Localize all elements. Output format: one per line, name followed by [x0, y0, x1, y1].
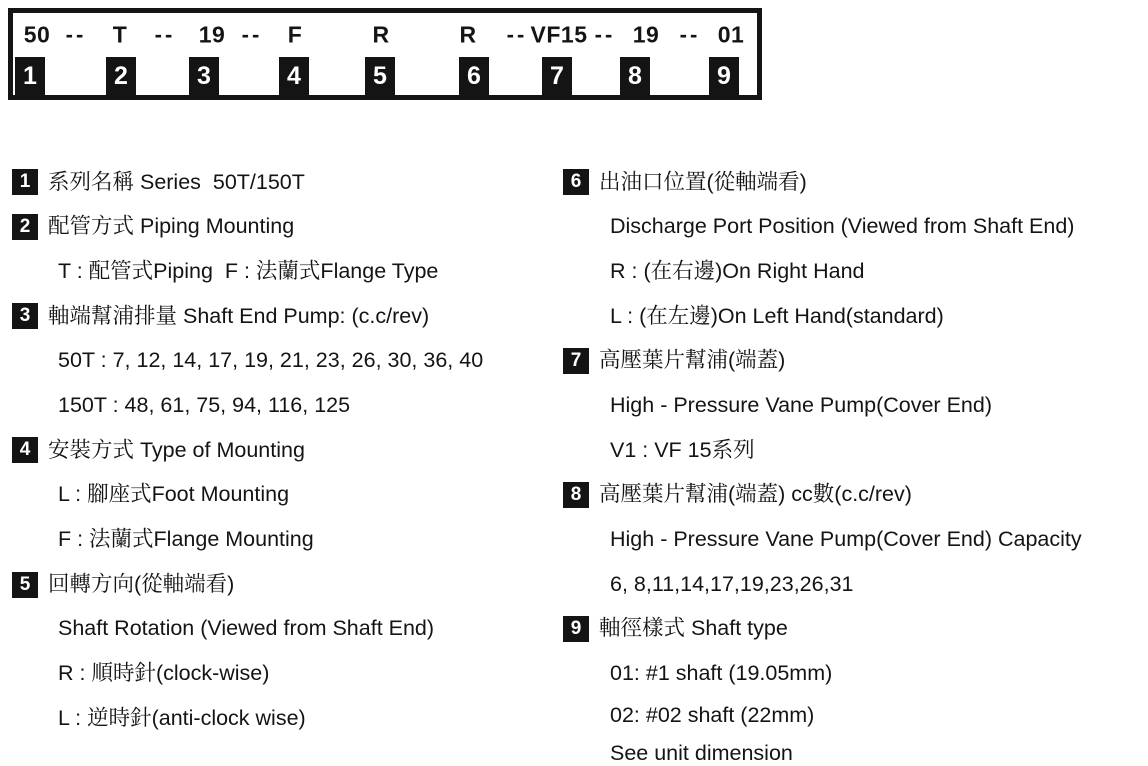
legend-item-8-subline [563, 562, 1148, 607]
item-title: 配管方式 Piping Mounting [48, 214, 295, 239]
legend-item-9-subline [563, 735, 1148, 766]
item-number-badge: 6 [563, 169, 589, 195]
legend-item-8-title [563, 473, 1148, 518]
item-number-badge: 1 [12, 169, 38, 195]
item-subline: 50T : 7, 12, 14, 17, 19, 21, 23, 26, 30, 36, 40 [58, 348, 484, 373]
legend-item-7-subline [563, 428, 1148, 473]
number-cell-5: 5 [365, 57, 395, 95]
legend-item-6-subline [563, 249, 1148, 294]
item-title: 安裝方式 Type of Mounting [48, 437, 305, 462]
item-title: 出油口位置(從軸端看) [599, 169, 807, 194]
item-title: 系列名稱 Series 50T/150T [48, 169, 305, 194]
legend-item-4-subline [12, 518, 557, 563]
legend-item-9-subline [563, 696, 1148, 735]
item-title: 軸徑樣式 Shaft type [599, 616, 788, 641]
code-segment-shaft-end-disp: 19 [198, 21, 226, 48]
code-segment-piping-mounting: T [112, 21, 128, 48]
item-number-badge: 3 [12, 303, 38, 329]
item-number-badge: 8 [563, 482, 589, 508]
item-subline: 01: #1 shaft (19.05mm) [610, 661, 833, 686]
code-separator-dash: -- [241, 22, 263, 47]
number-cell-4: 4 [279, 57, 309, 95]
item-subline: 6, 8,11,14,17,19,23,26,31 [610, 571, 854, 596]
item-subline: V1 : VF 15系列 [610, 437, 755, 462]
legend-item-5-title [12, 562, 557, 607]
number-cell-3: 3 [189, 57, 219, 95]
item-title: 高壓葉片幫浦(端蓋) [599, 348, 786, 373]
code-segment-cover-end-disp: 19 [632, 21, 660, 48]
model-code-row [13, 13, 757, 57]
legend-item-5-subline [12, 652, 557, 697]
legend-item-6-title [563, 160, 1148, 205]
code-separator-dash: -- [594, 22, 616, 47]
item-subline: Discharge Port Position (Viewed from Shaft End) [610, 214, 1075, 239]
item-number-badge: 5 [12, 572, 38, 598]
item-subline: See unit dimension [610, 741, 793, 765]
item-title: 回轉方向(從軸端看) [48, 571, 235, 596]
code-segment-rotation: R [372, 21, 390, 48]
legend-right-column [563, 160, 1148, 766]
legend-item-1-title [12, 160, 557, 205]
item-number-badge: 7 [563, 348, 589, 374]
legend-item-8-subline [563, 518, 1148, 563]
code-segment-mounting-type: F [287, 21, 303, 48]
legend-item-3-title [12, 294, 557, 339]
legend-item-6-subline [563, 294, 1148, 339]
legend-item-3-subline [12, 339, 557, 384]
code-separator-dash: -- [679, 22, 701, 47]
number-cell-6: 6 [459, 57, 489, 95]
item-number-badge: 4 [12, 437, 38, 463]
item-number-badge: 9 [563, 616, 589, 642]
code-segment-shaft-type: 01 [717, 21, 745, 48]
item-subline: R : 順時針(clock-wise) [58, 661, 270, 686]
number-cell-8: 8 [620, 57, 650, 95]
legend-item-9-title [563, 607, 1148, 652]
number-cell-9: 9 [709, 57, 739, 95]
legend-item-2-subline [12, 249, 557, 294]
item-subline: R : (在右邊)On Right Hand [610, 258, 865, 283]
code-separator-dash: -- [65, 22, 87, 47]
number-cell-7: 7 [542, 57, 572, 95]
legend-left-column [12, 160, 557, 741]
code-separator-dash: -- [506, 22, 528, 47]
code-number-strip [13, 57, 757, 95]
item-title: 高壓葉片幫浦(端蓋) cc數(c.c/rev) [599, 482, 912, 507]
item-subline: 02: #02 shaft (22mm) [610, 703, 815, 727]
legend-item-5-subline [12, 696, 557, 741]
item-subline: L : 腳座式Foot Mounting [58, 482, 290, 507]
item-subline: High - Pressure Vane Pump(Cover End) [610, 393, 992, 418]
code-separator-dash: -- [154, 22, 176, 47]
legend-item-9-subline [563, 652, 1148, 697]
item-subline: High - Pressure Vane Pump(Cover End) Capacity [610, 527, 1082, 552]
item-subline: Shaft Rotation (Viewed from Shaft End) [58, 616, 435, 641]
legend-item-4-subline [12, 473, 557, 518]
number-cell-1: 1 [15, 57, 45, 95]
item-subline: T : 配管式Piping F : 法蘭式Flange Type [58, 258, 439, 283]
number-cell-2: 2 [106, 57, 136, 95]
code-segment-cover-end-pump: VF15 [530, 21, 588, 48]
legend-item-7-subline [563, 383, 1148, 428]
model-code-box [8, 8, 762, 100]
legend-item-2-title [12, 205, 557, 250]
code-segment-discharge-port: R [459, 21, 477, 48]
item-subline: 150T : 48, 61, 75, 94, 116, 125 [58, 393, 351, 418]
item-subline: L : (在左邊)On Left Hand(standard) [610, 303, 944, 328]
item-subline: F : 法蘭式Flange Mounting [58, 527, 314, 552]
legend-item-4-title [12, 428, 557, 473]
legend-item-5-subline [12, 607, 557, 652]
legend-item-6-subline [563, 205, 1148, 250]
item-subline: L : 逆時針(anti-clock wise) [58, 705, 306, 730]
item-title: 軸端幫浦排量 Shaft End Pump: (c.c/rev) [48, 303, 430, 328]
item-number-badge: 2 [12, 214, 38, 240]
code-segment-series: 50 [23, 21, 51, 48]
legend-item-7-title [563, 339, 1148, 384]
legend-item-3-subline [12, 383, 557, 428]
